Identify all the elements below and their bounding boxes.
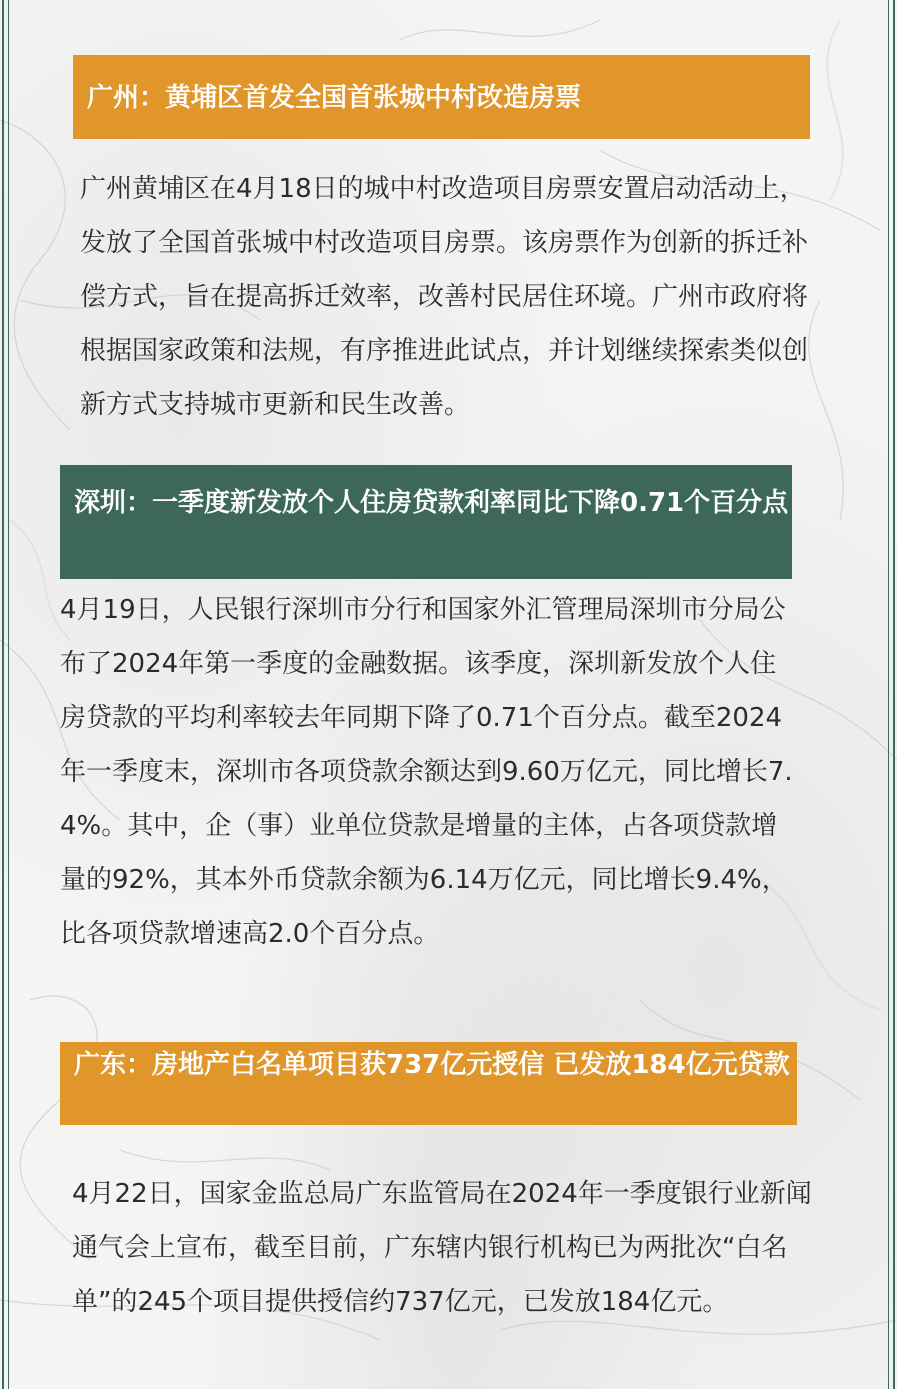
frame-border bbox=[8, 0, 9, 1389]
section-title-guangdong: 广东：房地产白名单项目获737亿元授信 已发放184亿元贷款 bbox=[60, 1042, 797, 1125]
section-body-guangdong: 4月22日，国家金监总局广东监管局在2024年一季度银行业新闻通气会上宣布，截至目前，广东辖内银行机构已为两批次“白名单”的245个项目提供授信约737亿元，已发放184亿元。 bbox=[72, 1179, 812, 1317]
section-body-guangzhou: 广州黄埔区在4月18日的城中村改造项目房票安置启动活动上，发放了全国首张城中村改造项目房票。该房票作为创新的拆迁补偿方式，旨在提高拆迁效率，改善村民居住环境。广州市政府将根据国家政策和法规，有序推进此试点，并计划继续探索类似创新方式支持城市更新和民生改善。 bbox=[80, 174, 809, 420]
section-title-shenzhen: 深圳：一季度新发放个人住房贷款利率同比下降0.71个百分点 bbox=[60, 465, 792, 579]
section-body-shenzhen: 4月19日，人民银行深圳市分行和国家外汇管理局深圳市分局公布了2024年第一季度的金融数据。该季度，深圳新发放个人住房贷款的平均利率较去年同期下降了0.71个百分点。截至2024年一季度末，深圳市各项贷款余额达到9.60万亿元，同比增长7.4%。其中，企（事）业单位贷款是增量的主体，占各项贷款增量的92%，其本外币贷款余额为6.14万亿元，同比增长9.4%，比各项贷款增速高2.0个百分点。 bbox=[60, 595, 793, 949]
frame-border bbox=[2, 0, 4, 1389]
frame-border bbox=[893, 0, 895, 1389]
frame-border bbox=[888, 0, 889, 1389]
section-title-guangzhou: 广州：黄埔区首发全国首张城中村改造房票 bbox=[73, 55, 810, 139]
